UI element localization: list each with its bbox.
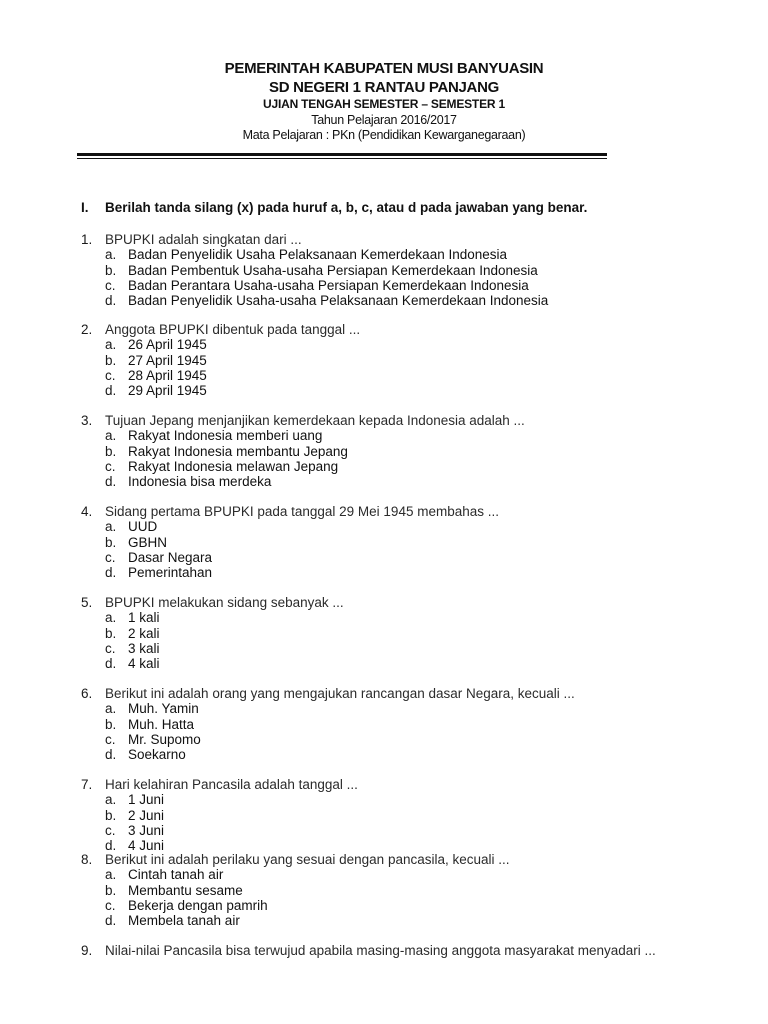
question-text: BPUPKI melakukan sidang sebanyak ... [105, 595, 344, 610]
option-b [81, 717, 575, 732]
option-text: UUD [128, 519, 158, 535]
option-text: 1 Juni [128, 792, 165, 808]
option-text: Membantu sesame [128, 882, 243, 898]
option-letter: b. [105, 262, 117, 278]
question-number: 9. [81, 943, 93, 958]
option-text: Muh. Yamin [128, 701, 199, 717]
option-letter: c. [105, 458, 116, 474]
option-text: Rakyat Indonesia melawan Jepang [128, 458, 339, 474]
option-letter: d. [105, 747, 117, 763]
option-letter: c. [105, 367, 116, 383]
option-text: GBHN [128, 534, 168, 550]
question-text: Nilai-nilai Pancasila bisa terwujud apabila masing-masing anggota masyarakat menyadari ... [105, 943, 656, 958]
option-a [81, 610, 344, 625]
option-b [81, 353, 360, 368]
question-2 [81, 322, 360, 398]
section-number: I. [81, 200, 89, 215]
header-divider-thin [77, 158, 607, 159]
option-letter: c. [105, 277, 116, 293]
question-text: Berikut ini adalah perilaku yang sesuai dengan pancasila, kecuali ... [105, 852, 510, 867]
question-1 [81, 232, 548, 308]
option-letter: a. [105, 337, 117, 353]
option-c [81, 278, 548, 293]
option-letter: d. [105, 838, 117, 854]
option-d [81, 656, 344, 671]
option-text: Cintah tanah air [128, 867, 224, 883]
option-letter: b. [105, 352, 117, 368]
option-b [81, 535, 499, 550]
option-letter: b. [105, 443, 117, 459]
question-text: BPUPKI adalah singkatan dari ... [105, 232, 302, 247]
question-number: 4. [81, 504, 93, 519]
question-3 [81, 413, 525, 489]
question-number: 5. [81, 595, 93, 610]
option-letter: d. [105, 565, 117, 581]
header-exam-title: UJIAN TENGAH SEMESTER – SEMESTER 1 [263, 97, 505, 111]
option-text: Badan Penyelidik Usaha Pelaksanaan Kemerdekaan Indonesia [128, 247, 508, 263]
option-a [81, 337, 360, 352]
option-text: 2 kali [128, 625, 160, 641]
option-a [81, 792, 358, 807]
option-text: 28 April 1945 [128, 367, 207, 383]
header-divider-thick [77, 153, 607, 156]
header-subject: Mata Pelajaran : PKn (Pendidikan Kewarganegaraan) [242, 128, 526, 142]
option-d [81, 913, 510, 928]
option-letter: a. [105, 428, 117, 444]
option-letter: d. [105, 383, 117, 399]
option-text: 26 April 1945 [128, 337, 207, 353]
header-government: PEMERINTAH KABUPATEN MUSI BANYUASIN [224, 60, 544, 77]
option-a [81, 701, 575, 716]
option-letter: b. [105, 534, 117, 550]
option-b [81, 444, 525, 459]
option-letter: a. [105, 610, 117, 626]
header-school: SD NEGERI 1 RANTAU PANJANG [268, 79, 499, 96]
option-letter: d. [105, 474, 117, 490]
option-a [81, 247, 548, 262]
option-c [81, 368, 360, 383]
option-letter: d. [105, 293, 117, 309]
option-text: Muh. Hatta [128, 716, 195, 732]
option-letter: c. [105, 897, 116, 913]
option-b [81, 263, 548, 278]
option-d [81, 383, 360, 398]
option-text: 3 kali [128, 640, 160, 656]
option-letter: d. [105, 913, 117, 929]
option-letter: a. [105, 792, 117, 808]
option-a [81, 428, 525, 443]
option-letter: a. [105, 701, 117, 717]
option-letter: b. [105, 716, 117, 732]
option-a [81, 519, 499, 534]
option-text: Pemerintahan [128, 565, 213, 581]
option-text: 4 kali [128, 656, 160, 672]
option-letter: a. [105, 247, 117, 263]
option-d [81, 474, 525, 489]
option-text: Membela tanah air [128, 913, 240, 929]
option-letter: a. [105, 867, 117, 883]
option-c [81, 823, 358, 838]
option-b [81, 883, 510, 898]
option-text: 4 Juni [128, 838, 165, 854]
option-c [81, 898, 510, 913]
question-8 [81, 852, 510, 928]
option-text: Indonesia bisa merdeka [128, 474, 272, 490]
option-b [81, 808, 358, 823]
option-text: Rakyat Indonesia membantu Jepang [128, 443, 348, 459]
question-number: 7. [81, 777, 93, 792]
option-text: Rakyat Indonesia memberi uang [128, 428, 323, 444]
question-number: 3. [81, 413, 93, 428]
question-6 [81, 686, 575, 762]
question-number: 8. [81, 852, 93, 867]
question-number: 2. [81, 322, 93, 337]
option-letter: b. [105, 625, 117, 641]
question-text: Sidang pertama BPUPKI pada tanggal 29 Mei 1945 membahas ... [105, 504, 499, 519]
option-d [81, 565, 499, 580]
option-c [81, 732, 575, 747]
option-letter: b. [105, 807, 117, 823]
option-letter: c. [105, 640, 116, 656]
option-c [81, 550, 499, 565]
option-text: Mr. Supomo [128, 731, 201, 747]
option-text: Badan Perantara Usaha-usaha Persiapan Kemerdekaan Indonesia [128, 277, 529, 293]
question-text: Hari kelahiran Pancasila adalah tanggal ... [105, 777, 358, 792]
option-text: 2 Juni [128, 807, 165, 823]
instruction-text: Berilah tanda silang (x) pada huruf a, b, c, atau d pada jawaban yang benar. [105, 200, 588, 215]
header-academic-year: Tahun Pelajaran 2016/2017 [311, 113, 457, 127]
question-text: Anggota BPUPKI dibentuk pada tanggal ... [105, 322, 361, 337]
option-text: Dasar Negara [128, 549, 213, 565]
option-text: 3 Juni [128, 822, 165, 838]
option-text: 1 kali [128, 610, 160, 626]
option-c [81, 641, 344, 656]
option-letter: d. [105, 656, 117, 672]
option-text: Soekarno [128, 747, 186, 763]
question-number: 1. [81, 232, 93, 247]
option-text: 29 April 1945 [128, 383, 207, 399]
option-c [81, 459, 525, 474]
option-text: Badan Pembentuk Usaha-usaha Persiapan Kemerdekaan Indonesia [128, 262, 538, 278]
option-text: 27 April 1945 [128, 352, 207, 368]
question-7 [81, 777, 358, 853]
question-number: 6. [81, 686, 93, 701]
option-letter: c. [105, 731, 116, 747]
option-text: Badan Penyelidik Usaha-usaha Pelaksanaan Kemerdekaan Indonesia [128, 293, 549, 309]
question-4 [81, 504, 499, 580]
option-d [81, 293, 548, 308]
question-text: Tujuan Jepang menjanjikan kemerdekaan kepada Indonesia adalah ... [105, 413, 525, 428]
question-5 [81, 595, 344, 671]
option-text: Bekerja dengan pamrih [128, 897, 268, 913]
section-instruction [81, 200, 587, 215]
question-9 [81, 943, 656, 958]
option-a [81, 867, 510, 882]
option-letter: c. [105, 822, 116, 838]
option-b [81, 626, 344, 641]
question-text: Berikut ini adalah orang yang mengajukan rancangan dasar Negara, kecuali ... [105, 686, 575, 701]
option-letter: c. [105, 549, 116, 565]
option-d [81, 747, 575, 762]
option-letter: a. [105, 519, 117, 535]
option-letter: b. [105, 882, 117, 898]
